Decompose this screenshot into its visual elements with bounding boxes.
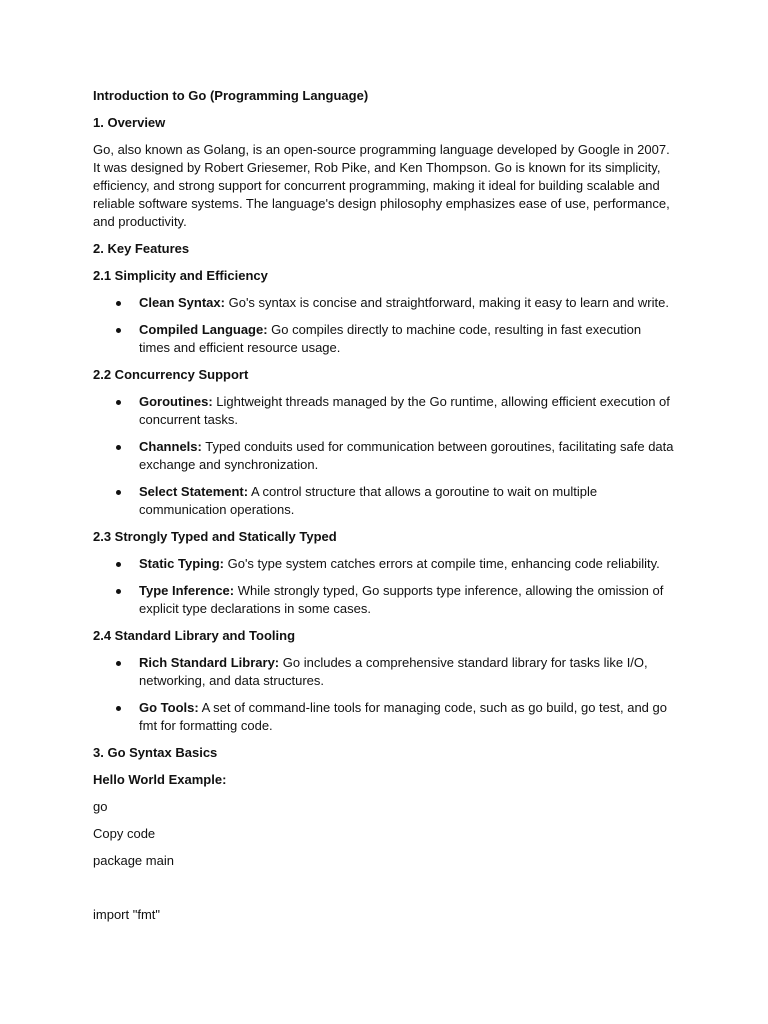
list-item-term: Compiled Language: [139, 322, 268, 337]
subsection-heading-library: 2.4 Standard Library and Tooling [93, 628, 296, 643]
list-item-text: Typed conduits used for communication between goroutines, facilitating safe data exchange and synchronization. [139, 439, 674, 472]
simplicity-list [93, 294, 675, 357]
list-item-text: A set of command-line tools for managing code, such as go build, go test, and go fmt for formatting code. [139, 700, 667, 733]
subsection-heading-simplicity: 2.1 Simplicity and Efficiency [93, 268, 268, 283]
list-item [93, 321, 675, 357]
list-item [93, 294, 675, 312]
bullet-icon [116, 661, 121, 666]
list-item [93, 438, 675, 474]
document-title: Introduction to Go (Programming Language) [93, 88, 369, 103]
list-item-text: A control structure that allows a goroutine to wait on multiple communication operations. [139, 484, 598, 517]
list-item [93, 654, 675, 690]
list-item-term: Go Tools: [139, 700, 199, 715]
bullet-icon [116, 445, 121, 450]
bullet-icon [116, 706, 121, 711]
list-item-text: Go includes a comprehensive standard library for tasks like I/O, networking, and data structures. [139, 655, 648, 688]
bullet-icon [116, 589, 121, 594]
list-item-text: Go's syntax is concise and straightforward, making it easy to learn and write. [224, 295, 669, 310]
list-item-text: Go's type system catches errors at compile time, enhancing code reliability. [223, 556, 660, 571]
overview-paragraph: Go, also known as Golang, is an open-source programming language developed by Google in 2007. It was designed by Robert Griesemer, Rob Pike, and Ken Thompson. Go is known for its simplicity, efficiency, and strong support for concurrent programming, making it ideal for building scalable and reliable software systems. The language's design philosophy emphasizes ease of use, performance, and productivity. [93, 142, 670, 229]
code-line-package: package main [93, 853, 174, 868]
list-item-term: Select Statement: [139, 484, 249, 499]
list-item [93, 483, 675, 519]
list-item-term: Clean Syntax: [139, 295, 225, 310]
list-item [93, 582, 675, 618]
code-language-label: go [93, 799, 108, 814]
concurrency-list [93, 393, 675, 519]
bullet-icon [116, 328, 121, 333]
list-item-term: Type Inference: [139, 583, 235, 598]
list-item-term: Rich Standard Library: [139, 655, 280, 670]
list-item-term: Channels: [139, 439, 202, 454]
list-item-text: Go compiles directly to machine code, resulting in fast execution times and efficient resource usage. [139, 322, 642, 355]
list-item-term: Goroutines: [139, 394, 213, 409]
bullet-icon [116, 301, 121, 306]
library-list [93, 654, 675, 735]
list-item [93, 555, 675, 573]
subsection-heading-concurrency: 2.2 Concurrency Support [93, 367, 249, 382]
code-line-import: import "fmt" [93, 907, 161, 922]
section-heading-key-features: 2. Key Features [93, 241, 190, 256]
typing-list [93, 555, 675, 618]
list-item-term: Static Typing: [139, 556, 224, 571]
subsection-heading-typing: 2.3 Strongly Typed and Statically Typed [93, 529, 337, 544]
code-blank-line [93, 879, 675, 897]
hello-world-heading: Hello World Example: [93, 772, 227, 787]
list-item-text: While strongly typed, Go supports type inference, allowing the omission of explicit type declarations in some cases. [139, 583, 664, 616]
list-item-text: Lightweight threads managed by the Go runtime, allowing efficient execution of concurrent tasks. [139, 394, 670, 427]
bullet-icon [116, 490, 121, 495]
section-heading-syntax-basics: 3. Go Syntax Basics [93, 745, 218, 760]
list-item [93, 393, 675, 429]
section-heading-overview: 1. Overview [93, 115, 166, 130]
document-content [93, 87, 675, 933]
bullet-icon [116, 562, 121, 567]
bullet-icon [116, 400, 121, 405]
copy-code-button[interactable]: Copy code [93, 826, 156, 841]
list-item [93, 699, 675, 735]
